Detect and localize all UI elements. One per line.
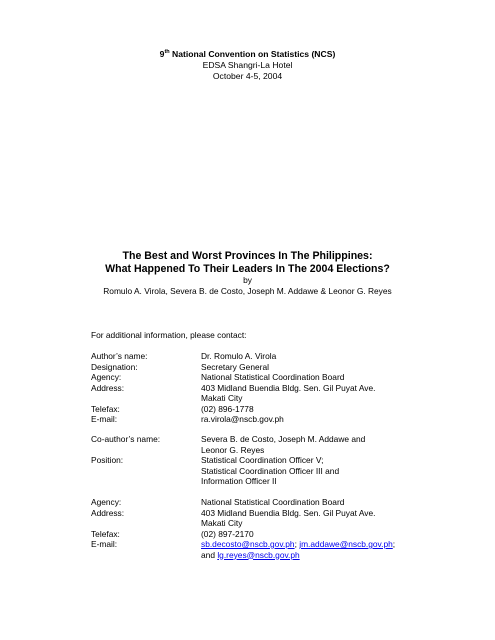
- field-value: [201, 508, 471, 529]
- field-value: National Statistical Coordination Board: [201, 372, 345, 382]
- field-value: [201, 455, 471, 487]
- coauthor-contact-block: [91, 434, 471, 560]
- coauthor-address-row: [91, 508, 471, 529]
- email-separator: ;: [294, 539, 300, 549]
- convention-name: [0, 49, 495, 60]
- name-line-2: Leonor G. Reyes: [201, 444, 265, 455]
- convention-dates: October 4-5, 2004: [212, 71, 283, 81]
- email-link-reyes[interactable]: lg.reyes@nscb.gov.ph: [217, 549, 300, 560]
- field-label: E-mail:: [91, 414, 118, 424]
- and-text: and: [201, 549, 218, 560]
- author-address-row: [91, 383, 471, 404]
- byline: [0, 275, 495, 296]
- email-link-addawe[interactable]: jm.addawe@nscb.gov.ph: [299, 539, 393, 549]
- author-contact-block: [91, 351, 471, 425]
- address-line-1: 403 Midland Buendia Bldg. Sen. Gil Puyat Ave.: [201, 382, 376, 393]
- field-value: ra.virola@nscb.gov.ph: [201, 414, 284, 424]
- email-link-decosto[interactable]: sb.decosto@nscb.gov.ph: [201, 539, 295, 549]
- field-value: [201, 539, 471, 560]
- convention-ordinal: th: [164, 49, 170, 56]
- address-line-2: Makati City: [201, 518, 243, 528]
- address-line-1: 403 Midland Buendia Bldg. Sen. Gil Puyat Ave.: [201, 507, 376, 518]
- author-name-row: [91, 351, 471, 362]
- convention-number: 9: [159, 49, 165, 59]
- field-value: National Statistical Coordination Board: [201, 497, 345, 507]
- title-line-2: What Happened To Their Leaders In The 2004 Elections?: [105, 263, 390, 275]
- spacer: [91, 487, 471, 498]
- coauthor-agency-row: [91, 497, 471, 508]
- position-line-2: Statistical Coordination Officer III and: [201, 465, 340, 476]
- coauthor-position-row: [91, 455, 471, 487]
- field-label: Agency:: [91, 372, 122, 382]
- field-value: Dr. Romulo A. Virola: [201, 351, 277, 361]
- name-line-1: Severa B. de Costo, Joseph M. Addawe and: [201, 434, 366, 444]
- by-label: by: [243, 275, 252, 285]
- author-email-row: [91, 414, 471, 425]
- coauthor-email-row: [91, 539, 471, 560]
- address-line-2: Makati City: [201, 393, 243, 403]
- field-value: (02) 896-1778: [201, 403, 254, 414]
- field-label: Telefax:: [91, 528, 120, 539]
- convention-venue: EDSA Shangri-La Hotel: [202, 60, 293, 70]
- convention-header: [0, 49, 495, 82]
- field-label: Designation:: [91, 361, 138, 372]
- field-value: (02) 897-2170: [201, 528, 254, 539]
- field-label: Telefax:: [91, 403, 120, 414]
- field-label: Author’s name:: [91, 351, 148, 361]
- contact-intro: For additional information, please contact:: [91, 330, 247, 340]
- position-line-1: Statistical Coordination Officer V;: [201, 455, 324, 465]
- coauthor-name-row: [91, 434, 471, 455]
- author-designation-row: [91, 362, 471, 373]
- field-value: [201, 383, 471, 404]
- paper-title: [0, 250, 495, 276]
- convention-title: National Convention on Statistics (NCS): [169, 49, 336, 59]
- email-separator: ;: [392, 539, 396, 549]
- title-line-1: The Best and Worst Provinces In The Philippines:: [122, 250, 373, 262]
- coauthor-telefax-row: [91, 529, 471, 540]
- author-agency-row: [91, 372, 471, 383]
- field-label: Address:: [91, 507, 125, 518]
- author-telefax-row: [91, 404, 471, 415]
- field-value: Secretary General: [201, 361, 269, 372]
- authors-list: Romulo A. Virola, Severa B. de Costo, Joseph M. Addawe & Leonor G. Reyes: [103, 285, 392, 296]
- field-label: Agency:: [91, 497, 122, 507]
- field-label: Position:: [91, 455, 124, 465]
- field-label: Co-author’s name:: [91, 434, 161, 444]
- position-line-3: Information Officer II: [201, 476, 277, 486]
- field-label: Address:: [91, 382, 125, 393]
- field-label: E-mail:: [91, 539, 118, 549]
- field-value: [201, 434, 471, 455]
